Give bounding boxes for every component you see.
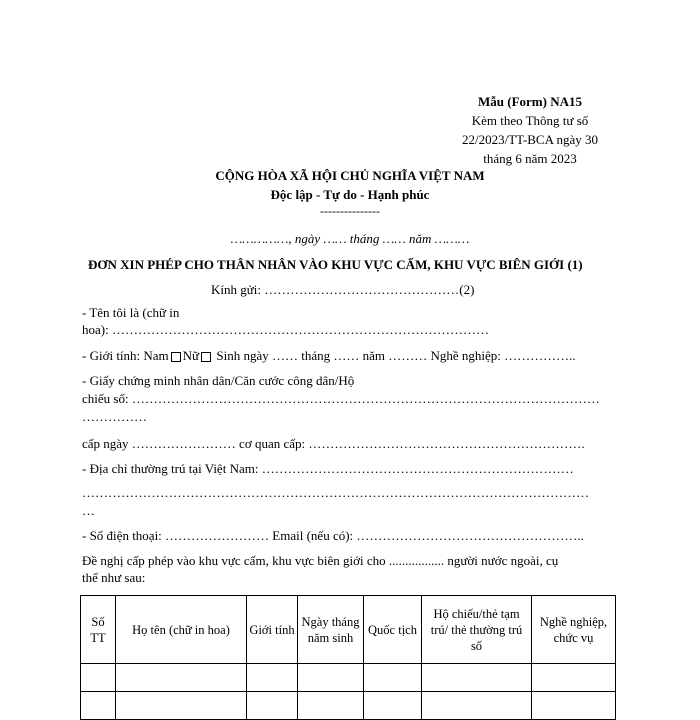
col-header-name: Họ tên (chữ in hoa) [116,596,247,664]
table-cell[interactable] [298,664,364,692]
form-ref-line-1: Kèm theo Thông tư số [471,113,589,128]
col-header-passport: Hộ chiếu/thẻ tạm trú/ thẻ thường trú số [422,596,532,664]
table-cell[interactable] [247,664,298,692]
form-info [440,92,620,168]
table-cell[interactable] [364,692,422,720]
table-cell[interactable] [247,692,298,720]
name-field[interactable]: hoa): …………………………………………………………………………… [82,322,489,337]
national-title: CỘNG HÒA XÃ HỘI CHỦ NGHĨA VIỆT NAM [215,168,485,183]
table-cell[interactable] [422,692,532,720]
col-header-stt: Số TT [81,596,116,664]
gender-dob-line [82,348,576,364]
id-label: - Giấy chứng minh nhân dân/Căn cước công dân/Hộ [82,373,355,388]
table-cell[interactable] [298,692,364,720]
document-title: ĐƠN XIN PHÉP CHO THÂN NHÂN VÀO KHU VỰC CẤM, KHU VỰC BIÊN GIỚI (1) [88,257,583,272]
table-header-row [81,596,616,664]
table-cell[interactable] [364,664,422,692]
id-number-continuation: …………… [82,409,147,424]
male-checkbox[interactable] [171,352,181,362]
col-header-nationality: Quốc tịch [364,596,422,664]
form-code: Mẫu (Form) NA15 [478,94,582,109]
table-cell[interactable] [116,692,247,720]
table-cell[interactable] [81,692,116,720]
table-cell[interactable] [116,664,247,692]
address-continuation-2: … [82,503,95,518]
address-continuation[interactable]: ……………………………………………………………………………………………………… [82,485,589,500]
national-motto: Độc lập - Tự do - Hạnh phúc [270,187,430,202]
form-ref-line-3: tháng 6 năm 2023 [483,151,577,166]
table-row [81,664,616,692]
table-cell[interactable] [532,692,616,720]
issue-field[interactable]: cấp ngày …………………… cơ quan cấp: ………………………………………………………. [82,436,585,451]
request-line-2: thể như sau: [82,570,146,585]
phone-email-field[interactable]: - Số điện thoại: …………………… Email (nếu có): …………………………………………….. [82,528,584,543]
id-number-field[interactable]: chiếu số: ……………………………………………………………………………………………… [82,391,600,406]
col-header-occupation: Nghề nghiệp, chức vụ [532,596,616,664]
recipient-line: Kính gửi: ………………………………………(2) [211,282,475,297]
heading-separator: --------------- [320,204,380,218]
col-header-gender: Giới tính [247,596,298,664]
date-line: ……………, ngày …… tháng …… năm ……… [230,231,470,246]
female-checkbox[interactable] [201,352,211,362]
gender-label: - Giới tính: Nam [82,348,169,363]
col-header-dob: Ngày tháng năm sinh [298,596,364,664]
form-ref-line-2: 22/2023/TT-BCA ngày 30 [461,132,599,147]
table-cell[interactable] [532,664,616,692]
name-label: - Tên tôi là (chữ in [82,305,180,320]
foreigners-table [80,595,616,720]
table-row [81,692,616,720]
table-cell[interactable] [422,664,532,692]
table-cell[interactable] [81,664,116,692]
dob-occupation-field[interactable]: Sinh ngày …… tháng …… năm ……… Nghề nghiệp: …………….. [216,348,576,363]
female-label: Nữ [182,348,200,363]
request-line-1: Đề nghị cấp phép vào khu vực cấm, khu vực biên giới cho ................. người nước ngoài, cụ [82,553,559,568]
address-field[interactable]: - Địa chỉ thường trú tại Việt Nam: ……………………………………………………………… [82,461,574,476]
